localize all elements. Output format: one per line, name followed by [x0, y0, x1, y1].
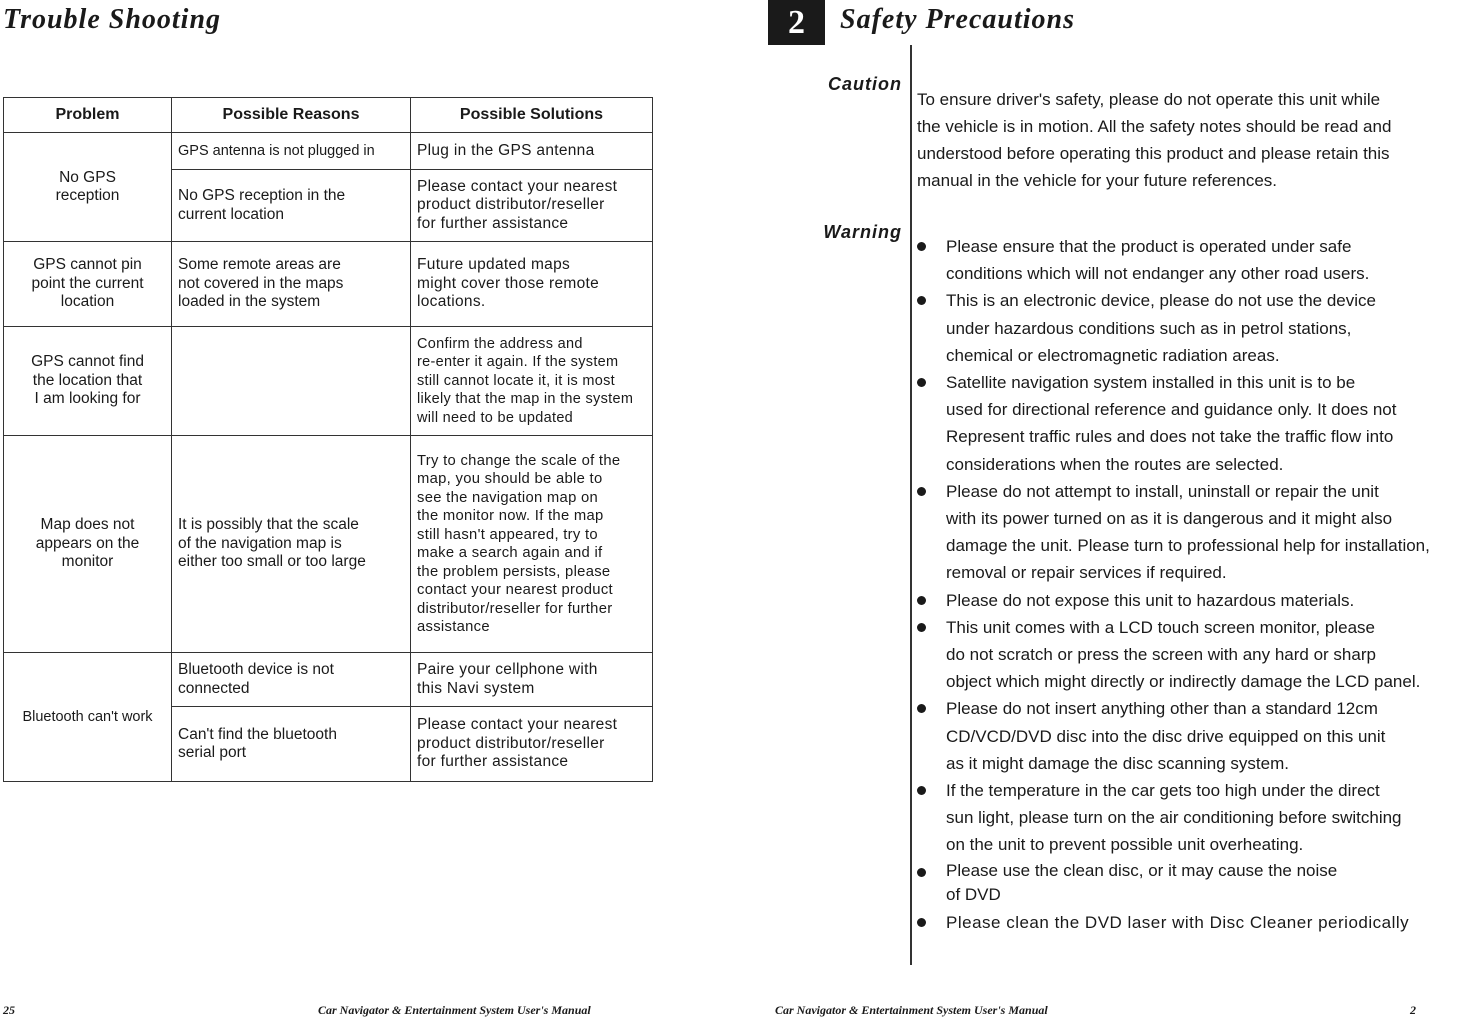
solution-cell: Please contact your nearest product distributor/reseller for further assistance [411, 170, 653, 242]
header-reasons: Possible Reasons [172, 98, 411, 133]
header-solutions: Possible Solutions [411, 98, 653, 133]
troubleshooting-title: Trouble Shooting [3, 4, 222, 35]
solution-cell: Please contact your nearest product distributor/reseller for further assistance [411, 707, 653, 782]
safety-title: Safety Precautions [840, 4, 1075, 35]
reason-cell [172, 327, 411, 436]
solution-cell: Plug in the GPS antenna [411, 133, 653, 170]
problem-cell: Map does not appears on the monitor [4, 436, 172, 653]
warning-item: Please do not insert anything other than a standard 12cm CD/VCD/DVD disc into the disc drive equipped on this unit as it might damage the disc scanning system. [915, 695, 1430, 777]
warning-item: Please ensure that the product is operated under safe conditions which will not endanger any other road users. [915, 233, 1430, 287]
reason-cell: Can't find the bluetooth serial port [172, 707, 411, 782]
problem-cell: Bluetooth can't work [4, 653, 172, 782]
solution-cell: Paire your cellphone with this Navi system [411, 653, 653, 707]
table-row [4, 436, 653, 653]
troubleshooting-table [3, 97, 653, 782]
warning-item: This unit comes with a LCD touch screen monitor, please do not scratch or press the screen with any hard or sharp object which might directly or indirectly damage the LCD panel. [915, 614, 1430, 696]
reason-cell: GPS antenna is not plugged in [172, 133, 411, 170]
table-header [4, 98, 653, 133]
warning-label: Warning [823, 222, 902, 242]
warning-item: Satellite navigation system installed in this unit is to be used for directional reference and guidance only. It does not Represent traffic rules and does not take the traffic flow into considerations when the routes are selected. [915, 369, 1430, 478]
margin-divider [910, 45, 912, 965]
warning-item: Please clean the DVD laser with Disc Cleaner periodically [915, 909, 1430, 936]
table-row [4, 327, 653, 436]
solution-cell: Future updated maps might cover those remote locations. [411, 242, 653, 327]
reason-cell: It is possibly that the scale of the navigation map is either too small or too large [172, 436, 411, 653]
reason-cell: Some remote areas are not covered in the maps loaded in the system [172, 242, 411, 327]
reason-cell: No GPS reception in the current location [172, 170, 411, 242]
warning-item: Please do not expose this unit to hazardous materials. [915, 587, 1430, 614]
warning-item: If the temperature in the car gets too high under the direct sun light, please turn on the air conditioning before switching on the unit to prevent possible unit overheating. [915, 777, 1430, 859]
solution-cell: Try to change the scale of the map, you should be able to see the navigation map on the monitor now. If the map still hasn't appeared, try to make a search again and if the problem persists, please contact your nearest product distributor/reseller for further assistance [411, 436, 653, 653]
right-footer-manual: Car Navigator & Entertainment System User's Manual [775, 1003, 1048, 1017]
problem-cell: GPS cannot pin point the current location [4, 242, 172, 327]
left-page-number: 25 [3, 1003, 15, 1017]
right-page-number: 2 [1410, 1003, 1416, 1017]
table-row [4, 133, 653, 170]
warning-item: This is an electronic device, please do not use the device under hazardous conditions such as in petrol stations, chemical or electromagnetic radiation areas. [915, 287, 1430, 369]
chapter-number-badge: 2 [768, 0, 825, 45]
warning-list [915, 233, 1430, 936]
problem-cell: GPS cannot find the location that I am looking for [4, 327, 172, 436]
header-problem: Problem [4, 98, 172, 133]
problem-cell: No GPS reception [4, 133, 172, 242]
caution-text: To ensure driver's safety, please do not operate this unit while the vehicle is in motion. All the safety notes should be read and understood before operating this product and please retain this manual in the vehicle for your future references. [917, 90, 1392, 190]
caution-label: Caution [828, 74, 902, 94]
warning-item: Please use the clean disc, or it may cause the noise of DVD [915, 859, 1430, 907]
table-row [4, 242, 653, 327]
warning-item: Please do not attempt to install, uninstall or repair the unit with its power turned on as it is dangerous and it might also damage the unit. Please turn to professional help for installation, removal or repair services if required. [915, 478, 1430, 587]
reason-cell: Bluetooth device is not connected [172, 653, 411, 707]
left-footer-manual: Car Navigator & Entertainment System User's Manual [318, 1003, 591, 1017]
solution-cell: Confirm the address and re-enter it again. If the system still cannot locate it, it is most likely that the map in the system will need to be updated [411, 327, 653, 436]
table-row [4, 653, 653, 707]
